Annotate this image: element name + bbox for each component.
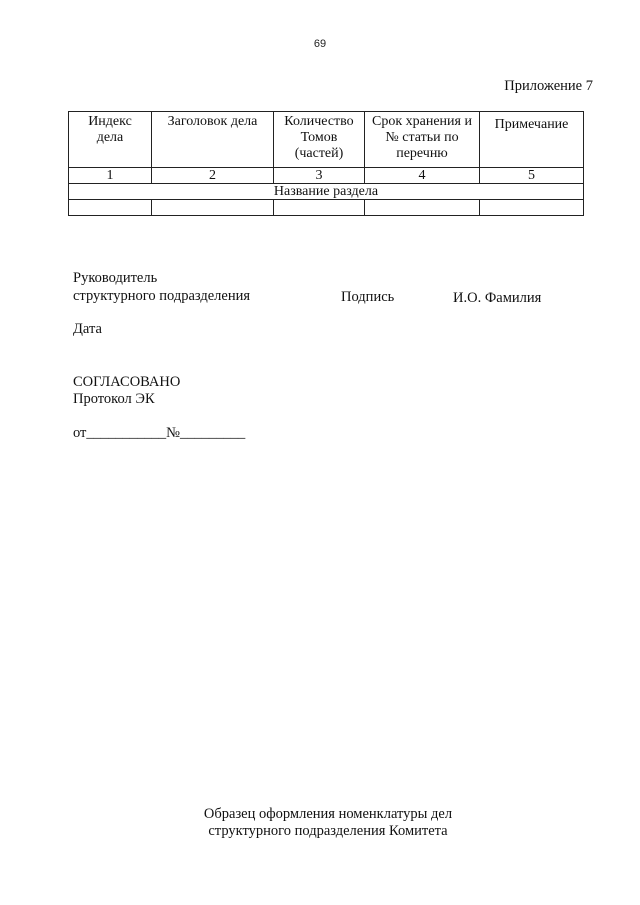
table-header-row — [69, 112, 584, 168]
number-blank: _________ — [180, 425, 246, 441]
column-number: 5 — [480, 168, 584, 184]
section-title: Название раздела — [69, 184, 584, 200]
caption-line-1: Образец оформления номенклатуры дел — [203, 806, 453, 822]
column-number: 3 — [274, 168, 365, 184]
approval-title: СОГЛАСОВАНО — [73, 374, 181, 390]
column-number-row — [69, 168, 584, 184]
column-number: 2 — [152, 168, 274, 184]
header-cell-retention: Срок хранения и № статьи по перечню — [365, 112, 480, 168]
table-cell — [69, 200, 152, 216]
protocol-label: Протокол ЭК — [73, 391, 155, 407]
page-number: 69 — [313, 38, 327, 50]
table-cell — [365, 200, 480, 216]
nomenclature-table — [68, 111, 584, 216]
header-cell-notes: Примечание — [480, 112, 584, 168]
header-cell-index: Индекс дела — [69, 112, 152, 168]
number-label: № — [166, 425, 180, 441]
header-cell-title: Заголовок дела — [152, 112, 274, 168]
table-row — [69, 200, 584, 216]
signature-label: Подпись — [341, 289, 395, 305]
from-label: от — [73, 425, 87, 441]
date-label: Дата — [73, 321, 102, 337]
from-blank: ___________ — [86, 425, 167, 441]
name-label: И.О. Фамилия — [453, 290, 542, 306]
section-row — [69, 184, 584, 200]
table-cell — [152, 200, 274, 216]
caption-line-2: структурного подразделения Комитета — [208, 823, 448, 839]
protocol-date-number-line — [73, 425, 245, 442]
table-cell — [274, 200, 365, 216]
column-number: 1 — [69, 168, 152, 184]
role-line-1: Руководитель — [73, 270, 158, 286]
column-number: 4 — [365, 168, 480, 184]
table-cell — [480, 200, 584, 216]
header-cell-volumes: Количество Томов (частей) — [274, 112, 365, 168]
role-line-2: структурного подразделения — [73, 288, 251, 304]
appendix-label: Приложение 7 — [504, 78, 593, 94]
